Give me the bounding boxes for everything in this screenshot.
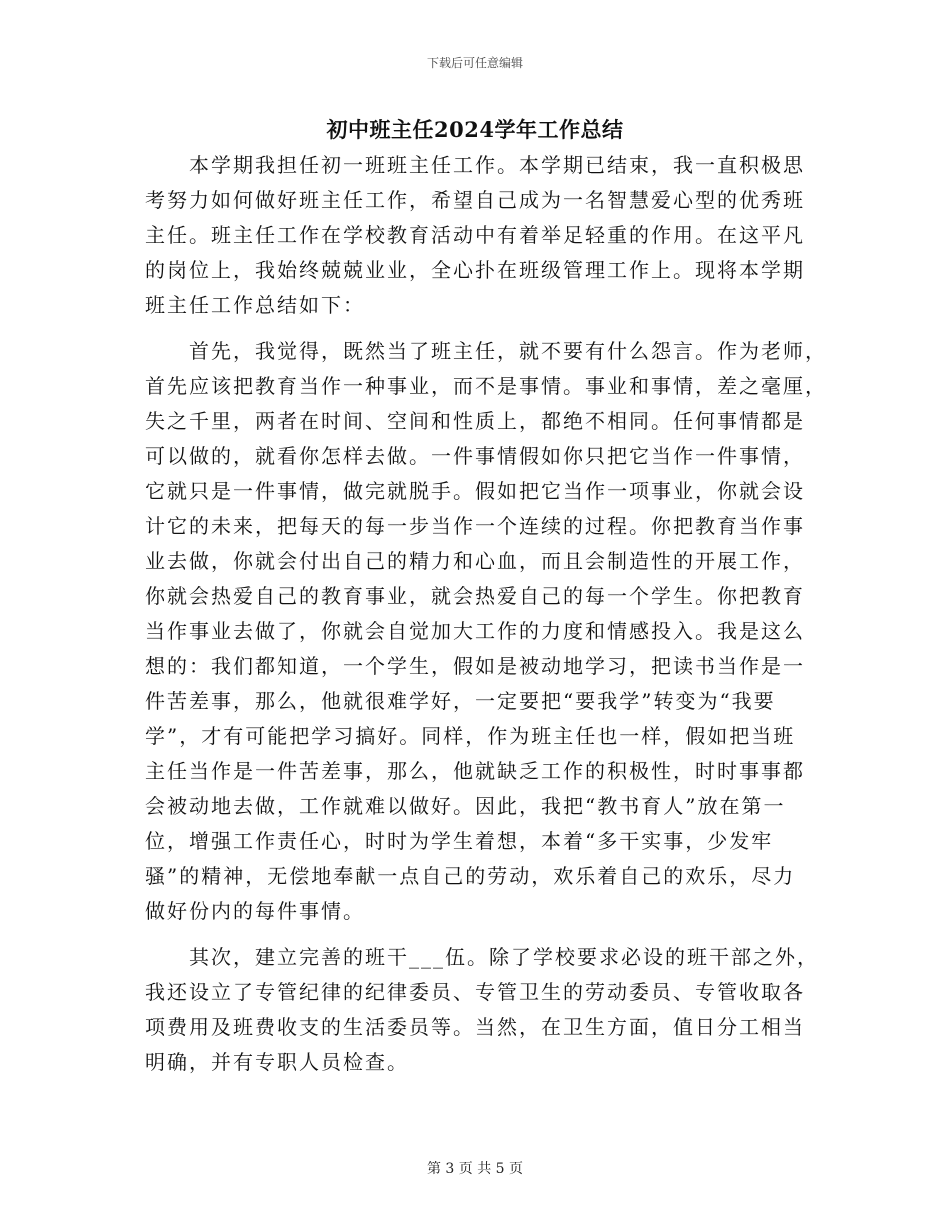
text-line: 业去做，你就会付出自己的精力和心血，而且会制造性的开展工作， [145,549,805,573]
text-line: 位，增强工作责任心，时时为学生着想，本着“多干实事，少发牢 [145,829,774,853]
document-title: 初中班主任2024学年工作总结 [326,117,624,142]
text-line: 学”，才有可能把学习搞好。同样，作为班主任也一样，假如把当班 [145,724,796,748]
text-line: 失之千里，两者在时间、空间和性质上，都绝不相同。任何事情都是 [145,409,805,433]
text-line: 当作事业去做了，你就会自觉加大工作的力度和情感投入。我是这么 [145,619,805,643]
text-line: 计它的未来，把每天的每一步当作一个连续的过程。你把教育当作事 [145,514,805,538]
text-line: 班主任工作总结如下： [145,293,365,317]
text-line: 骚”的精神，无偿地奉献一点自己的劳动，欢乐着自己的欢乐，尽力 [145,864,796,888]
text-line: 明确，并有专职人员检查。 [145,1050,409,1074]
text-line: 其次，建立完善的班干___伍。除了学校要求必设的班干部之外， [145,945,819,969]
text-line: 主任当作是一件苦差事，那么，他就缺乏工作的积极性，时时事事都 [145,759,805,783]
page-footer: 第 3 页 共 5 页 [426,1161,524,1177]
text-line: 本学期我担任初一班班主任工作。本学期已结束，我一直积极思 [145,153,805,177]
text-line: 想的：我们都知道，一个学生，假如是被动地学习，把读书当作是一 [145,654,805,678]
text-line: 可以做的，就看你怎样去做。一件事情假如你只把它当作一件事情， [145,444,805,468]
text-line: 首先，我觉得，既然当了班主任，就不要有什么怨言。作为老师， [145,339,827,363]
text-line: 首先应该把教育当作一种事业，而不是事情。事业和事情，差之毫厘， [145,374,827,398]
text-line: 的岗位上，我始终兢兢业业，全心扑在班级管理工作上。现将本学期 [145,258,805,282]
text-line: 件苦差事，那么，他就很难学好，一定要把“要我学”转变为“我要 [145,689,776,713]
text-line: 项费用及班费收支的生活委员等。当然，在卫生方面，值日分工相当 [145,1015,805,1039]
text-line: 主任。班主任工作在学校教育活动中有着举足轻重的作用。在这平凡 [145,223,805,247]
text-line: 它就只是一件事情，做完就脱手。假如把它当作一项事业，你就会设 [145,479,805,503]
text-line: 做好份内的每件事情。 [145,899,365,923]
text-line: 会被动地去做，工作就难以做好。因此，我把“教书育人”放在第一 [145,794,786,818]
text-line: 你就会热爱自己的教育事业，就会热爱自己的每一个学生。你把教育 [145,584,805,608]
header-note: 下载后可任意编辑 [426,56,523,70]
text-line: 我还设立了专管纪律的纪律委员、专管卫生的劳动委员、专管收取各 [145,980,805,1004]
text-line: 考努力如何做好班主任工作，希望自己成为一名智慧爱心型的优秀班 [145,188,805,212]
